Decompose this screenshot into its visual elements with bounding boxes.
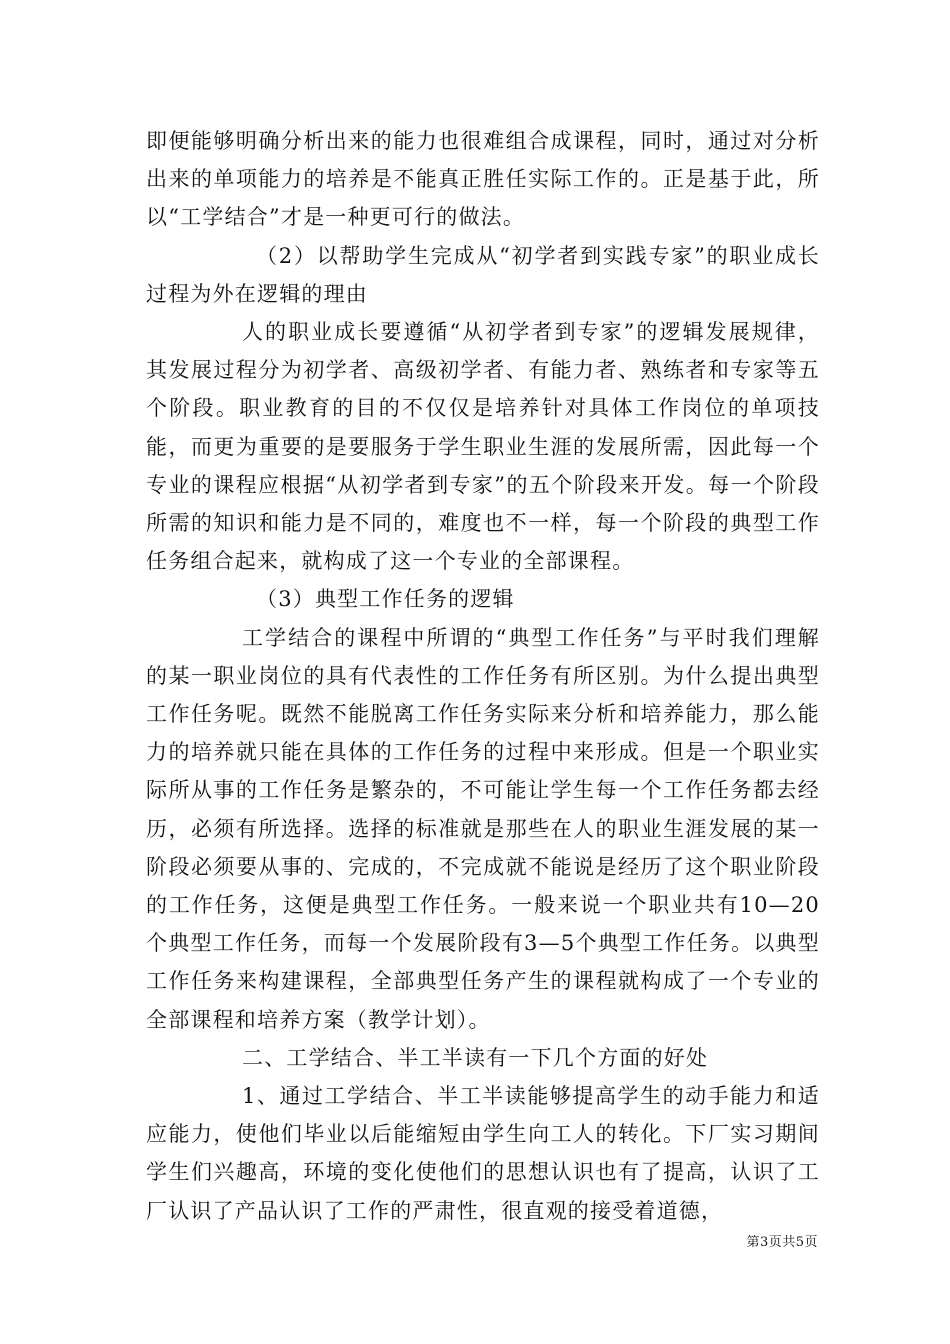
paragraph-benefit-one: 1、通过工学结合、半工半读能够提高学生的动手能力和适应能力，使他们毕业以后能缩短由学生向工人的转化。下厂实习期间学生们兴趣高，环境的变化使他们的思想认识也有了提高，认识了工厂认识了产品认识了工作的严肃性，很直观的接受着道德， bbox=[146, 1084, 820, 1223]
subheading-typical-task-logic: （3）典型工作任务的逻辑 bbox=[256, 587, 515, 612]
page-number-footer: 第3页共5页 bbox=[746, 1235, 818, 1250]
paragraph-continuation: 即便能够明确分析出来的能力也很难组合成课程，同时，通过对分析出来的单项能力的培养是不能真正胜任实际工作的。正是基于此，所以“工学结合”才是一种更可行的做法。 bbox=[146, 129, 820, 230]
document-body bbox=[146, 122, 820, 1230]
section-heading-benefits: 二、工学结合、半工半读有一下几个方面的好处 bbox=[242, 1045, 709, 1070]
subheading-external-logic: （2）以帮助学生完成从“初学者到实践专家”的职业成长过程为外在逻辑的理由 bbox=[146, 243, 820, 306]
paragraph-career-growth: 人的职业成长要遵循“从初学者到专家”的逻辑发展规律，其发展过程分为初学者、高级初学者、有能力者、熟练者和专家等五个阶段。职业教育的目的不仅仅是培养针对具体工作岗位的单项技能，而更为重要的是要服务于学生职业生涯的发展所需，因此每一个专业的课程应根据“从初学者到专家”的五个阶段来开发。每一个阶段所需的知识和能力是不同的，难度也不一样，每一个阶段的典型工作任务组合起来，就构成了这一个专业的全部课程。 bbox=[146, 320, 820, 574]
paragraph-typical-tasks: 工学结合的课程中所谓的“典型工作任务”与平时我们理解的某一职业岗位的具有代表性的工作任务有所区别。为什么提出典型工作任务呢。既然不能脱离工作任务实际来分析和培养能力，那么能力的培养就只能在具体的工作任务的过程中来形成。但是一个职业实际所从事的工作任务是繁杂的，不可能让学生每一个工作任务都去经历，必须有所选择。选择的标准就是那些在人的职业生涯发展的某一阶段必须要从事的、完成的，不完成就不能说是经历了这个职业阶段的工作任务，这便是典型工作任务。一般来说一个职业共有10—20个典型工作任务，而每一个发展阶段有3—5个典型工作任务。以典型工作任务来构建课程，全部典型任务产生的课程就构成了一个专业的全部课程和培养方案（教学计划）。 bbox=[146, 625, 820, 1032]
